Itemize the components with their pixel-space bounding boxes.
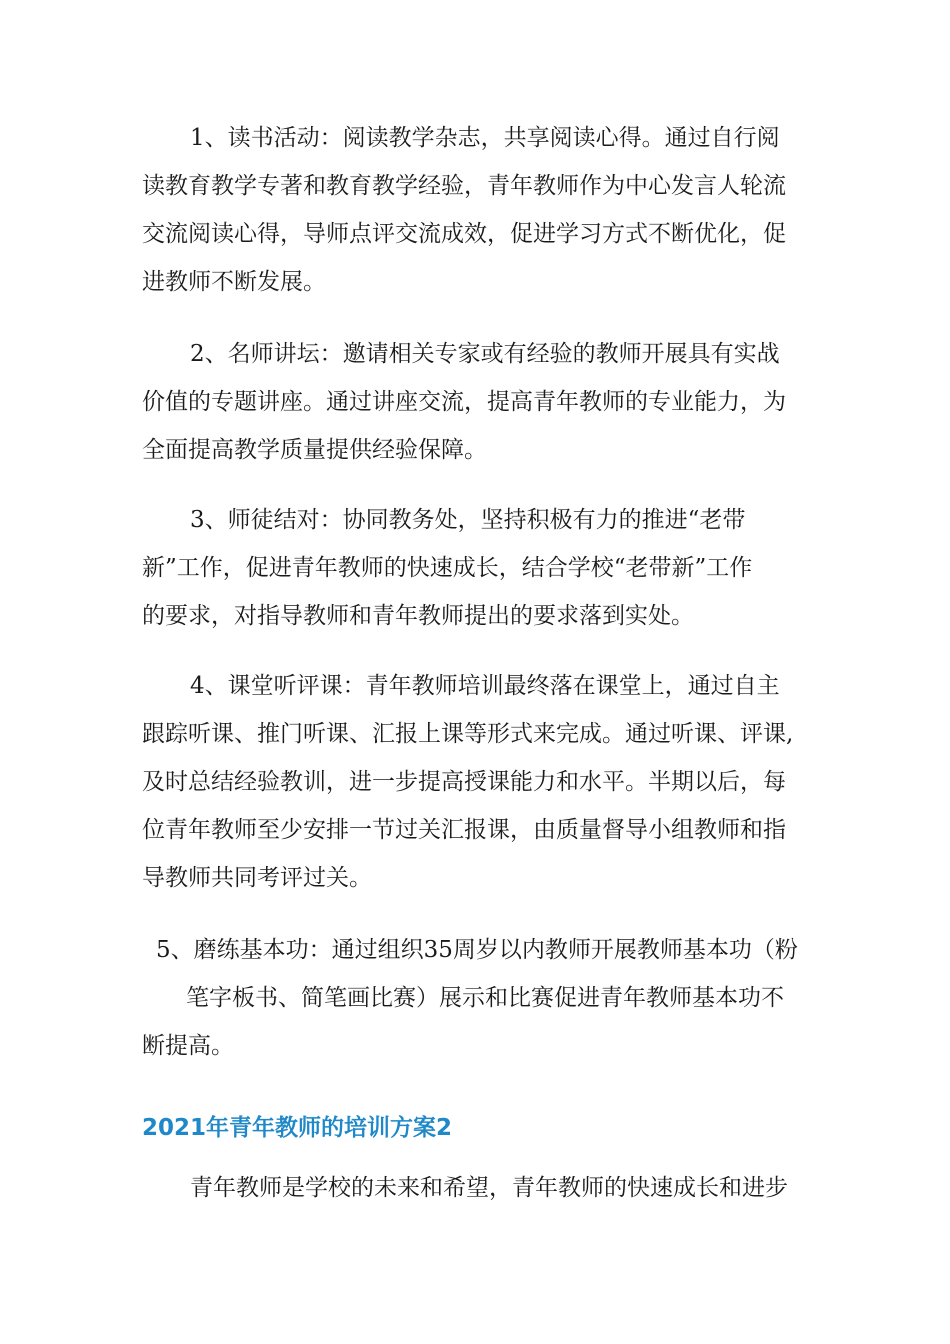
paragraph-line: 价值的专题讲座。通过讲座交流，提高青年教师的专业能力，为 <box>142 389 786 415</box>
paragraph-line: 5、磨练基本功：通过组织35周岁以内教师开展教师基本功（粉 <box>156 937 798 963</box>
paragraph-line: 笔字板书、简笔画比赛）展示和比赛促进青年教师基本功不 <box>186 985 784 1011</box>
paragraph-line: 导教师共同考评过关。 <box>142 865 372 891</box>
paragraph-line: 2、名师讲坛：邀请相关专家或有经验的教师开展具有实战 <box>190 341 780 367</box>
paragraph-line: 进教师不断发展。 <box>142 269 326 295</box>
section-heading: 2021年青年教师的培训方案2 <box>142 1115 453 1141</box>
paragraph-class-observation <box>142 662 810 902</box>
paragraph-line: 青年教师是学校的未来和希望，青年教师的快速成长和进步 <box>190 1175 788 1201</box>
paragraph-line: 的要求，对指导教师和青年教师提出的要求落到实处。 <box>142 603 694 629</box>
paragraph-line: 跟踪听课、推门听课、汇报上课等形式来完成。通过听课、评课, <box>142 721 794 747</box>
paragraph-line: 位青年教师至少安排一节过关汇报课，由质量督导小组教师和指 <box>142 817 786 843</box>
paragraph-basic-skills <box>142 926 810 1070</box>
paragraph-line: 新”工作，促进青年教师的快速成长，结合学校“老带新”工作 <box>142 555 753 581</box>
paragraph-intro <box>142 1164 810 1212</box>
paragraph-famous-teacher-forum <box>142 330 810 474</box>
paragraph-line: 断提高。 <box>142 1033 234 1059</box>
paragraph-line: 4、课堂听评课：青年教师培训最终落在课堂上，通过自主 <box>190 673 780 699</box>
paragraph-line: 3、师徒结对：协同教务处，坚持积极有力的推进“老带 <box>190 507 746 533</box>
paragraph-line: 及时总结经验教训，进一步提高授课能力和水平。半期以后，每 <box>142 769 786 795</box>
paragraph-reading-activity <box>142 114 810 306</box>
paragraph-line: 交流阅读心得，导师点评交流成效，促进学习方式不断优化，促 <box>142 221 786 247</box>
paragraph-line: 1、读书活动：阅读教学杂志，共享阅读心得。通过自行阅 <box>190 125 780 151</box>
paragraph-line: 读教育教学专著和教育教学经验，青年教师作为中心发言人轮流 <box>142 173 786 199</box>
paragraph-mentor-pairing <box>142 496 810 640</box>
paragraph-line: 全面提高教学质量提供经验保障。 <box>142 437 487 463</box>
